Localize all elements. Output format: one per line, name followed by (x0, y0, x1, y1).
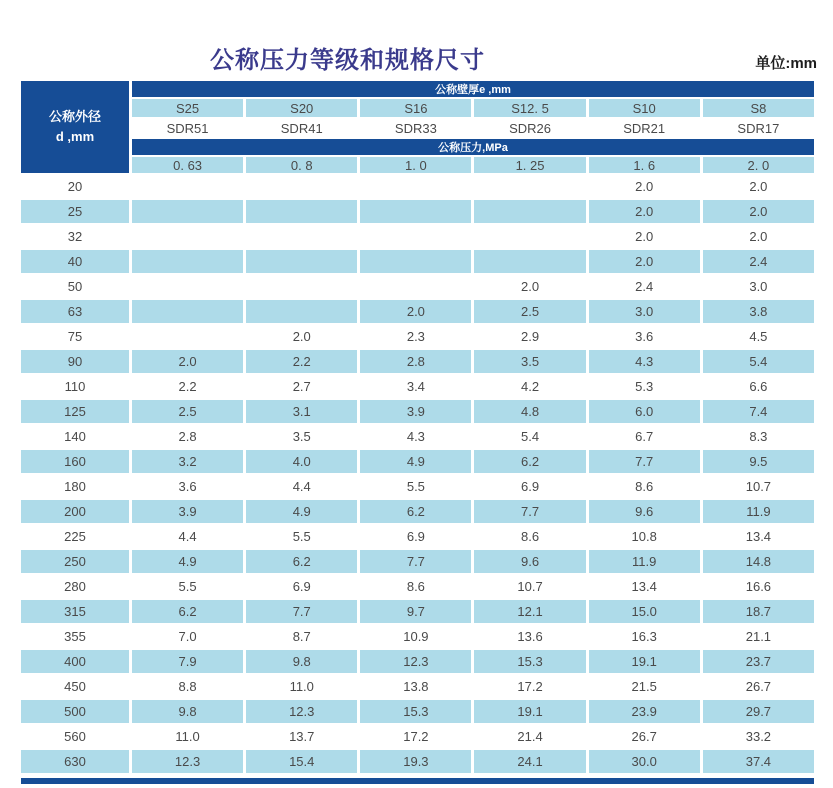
thickness-value-cell: 5.4 (703, 350, 814, 373)
thickness-value-cell: 7.4 (703, 400, 814, 423)
thickness-value-cell: 4.4 (246, 475, 357, 498)
thickness-value-cell: 10.8 (589, 525, 700, 548)
table-row (21, 525, 814, 548)
thickness-value-cell: 2.0 (589, 225, 700, 248)
thickness-value-cell: 2.0 (703, 200, 814, 223)
thickness-value-cell: 6.9 (360, 525, 471, 548)
table-row (21, 350, 814, 373)
pressure-value-cell: 1. 25 (474, 157, 585, 173)
spec-table (18, 79, 817, 775)
sdr-series-cell: SDR17 (703, 119, 814, 137)
thickness-value-cell: 8.6 (589, 475, 700, 498)
thickness-value-cell: 10.7 (474, 575, 585, 598)
thickness-value-cell: 2.0 (246, 325, 357, 348)
diameter-cell: 32 (21, 225, 129, 248)
thickness-value-cell: 9.5 (703, 450, 814, 473)
thickness-value-cell: 6.6 (703, 375, 814, 398)
thickness-value-cell: 3.5 (246, 425, 357, 448)
thickness-value-cell: 4.2 (474, 375, 585, 398)
thickness-value-cell: 23.9 (589, 700, 700, 723)
thickness-value-cell (132, 275, 243, 298)
diameter-cell: 160 (21, 450, 129, 473)
table-row (21, 200, 814, 223)
diameter-cell: 630 (21, 750, 129, 773)
thickness-value-cell: 10.9 (360, 625, 471, 648)
diameter-cell: 560 (21, 725, 129, 748)
thickness-value-cell: 5.3 (589, 375, 700, 398)
diameter-cell: 40 (21, 250, 129, 273)
diameter-cell: 200 (21, 500, 129, 523)
s-series-row (21, 99, 814, 117)
table-row (21, 550, 814, 573)
thickness-value-cell (474, 175, 585, 198)
table-row (21, 175, 814, 198)
thickness-value-cell: 6.9 (474, 475, 585, 498)
thickness-value-cell: 17.2 (474, 675, 585, 698)
thickness-value-cell: 3.6 (132, 475, 243, 498)
thickness-value-cell: 11.9 (589, 550, 700, 573)
diameter-cell: 400 (21, 650, 129, 673)
diameter-cell: 125 (21, 400, 129, 423)
thickness-value-cell: 19.3 (360, 750, 471, 773)
thickness-value-cell: 8.6 (474, 525, 585, 548)
thickness-value-cell: 4.5 (703, 325, 814, 348)
thickness-value-cell: 2.7 (246, 375, 357, 398)
thickness-value-cell (132, 300, 243, 323)
diameter-cell: 280 (21, 575, 129, 598)
thickness-value-cell: 2.2 (246, 350, 357, 373)
outer-diameter-header (21, 81, 129, 173)
thickness-value-cell: 21.5 (589, 675, 700, 698)
table-row (21, 600, 814, 623)
thickness-value-cell (360, 175, 471, 198)
thickness-value-cell: 37.4 (703, 750, 814, 773)
thickness-value-cell (132, 225, 243, 248)
thickness-value-cell: 3.8 (703, 300, 814, 323)
s-series-cell: S12. 5 (474, 99, 585, 117)
outer-diameter-label-line2: d ,mm (55, 129, 95, 144)
thickness-value-cell: 14.8 (703, 550, 814, 573)
thickness-value-cell (474, 225, 585, 248)
thickness-value-cell: 3.9 (360, 400, 471, 423)
thickness-value-cell (246, 200, 357, 223)
thickness-value-cell: 11.0 (246, 675, 357, 698)
thickness-value-cell: 10.7 (703, 475, 814, 498)
table-row (21, 275, 814, 298)
diameter-cell: 500 (21, 700, 129, 723)
thickness-value-cell: 11.0 (132, 725, 243, 748)
thickness-value-cell: 7.7 (589, 450, 700, 473)
thickness-value-cell (246, 275, 357, 298)
thickness-value-cell: 4.3 (360, 425, 471, 448)
thickness-value-cell: 15.3 (474, 650, 585, 673)
thickness-value-cell: 13.8 (360, 675, 471, 698)
diameter-cell: 225 (21, 525, 129, 548)
thickness-value-cell: 33.2 (703, 725, 814, 748)
thickness-value-cell: 4.9 (360, 450, 471, 473)
diameter-cell: 140 (21, 425, 129, 448)
table-row (21, 725, 814, 748)
diameter-cell: 25 (21, 200, 129, 223)
thickness-value-cell: 15.3 (360, 700, 471, 723)
thickness-value-cell: 8.7 (246, 625, 357, 648)
table-row (21, 700, 814, 723)
table-row (21, 425, 814, 448)
thickness-value-cell: 8.6 (360, 575, 471, 598)
s-series-cell: S8 (703, 99, 814, 117)
thickness-value-cell (360, 200, 471, 223)
thickness-value-cell: 19.1 (474, 700, 585, 723)
thickness-value-cell: 3.9 (132, 500, 243, 523)
diameter-cell: 315 (21, 600, 129, 623)
thickness-value-cell (246, 175, 357, 198)
s-series-cell: S10 (589, 99, 700, 117)
table-row (21, 750, 814, 773)
thickness-value-cell: 15.0 (589, 600, 700, 623)
table-row (21, 225, 814, 248)
thickness-value-cell: 2.0 (703, 175, 814, 198)
thickness-value-cell: 13.6 (474, 625, 585, 648)
diameter-cell: 450 (21, 675, 129, 698)
thickness-value-cell: 9.6 (589, 500, 700, 523)
thickness-value-cell: 2.0 (589, 200, 700, 223)
thickness-value-cell: 16.3 (589, 625, 700, 648)
thickness-value-cell (360, 275, 471, 298)
thickness-value-cell: 6.2 (360, 500, 471, 523)
thickness-value-cell: 23.7 (703, 650, 814, 673)
thickness-value-cell: 2.8 (132, 425, 243, 448)
thickness-value-cell: 2.0 (589, 250, 700, 273)
thickness-value-cell (360, 225, 471, 248)
table-row (21, 675, 814, 698)
thickness-value-cell: 4.8 (474, 400, 585, 423)
thickness-value-cell: 3.2 (132, 450, 243, 473)
pressure-value-cell: 2. 0 (703, 157, 814, 173)
thickness-value-cell: 7.9 (132, 650, 243, 673)
thickness-value-cell: 2.5 (132, 400, 243, 423)
thickness-value-cell (246, 250, 357, 273)
thickness-value-cell: 24.1 (474, 750, 585, 773)
table-row (21, 250, 814, 273)
thickness-value-cell: 8.8 (132, 675, 243, 698)
diameter-cell: 180 (21, 475, 129, 498)
thickness-value-cell: 13.4 (703, 525, 814, 548)
thickness-value-cell: 13.7 (246, 725, 357, 748)
thickness-value-cell (132, 250, 243, 273)
thickness-value-cell: 2.9 (474, 325, 585, 348)
thickness-value-cell: 9.8 (246, 650, 357, 673)
thickness-value-cell: 9.7 (360, 600, 471, 623)
thickness-value-cell: 3.6 (589, 325, 700, 348)
table-row (21, 475, 814, 498)
thickness-value-cell: 2.3 (360, 325, 471, 348)
thickness-value-cell: 9.6 (474, 550, 585, 573)
thickness-value-cell: 5.5 (132, 575, 243, 598)
thickness-value-cell: 2.5 (474, 300, 585, 323)
thickness-value-cell: 26.7 (703, 675, 814, 698)
table-row (21, 450, 814, 473)
pressure-value-cell: 0. 8 (246, 157, 357, 173)
s-series-cell: S20 (246, 99, 357, 117)
thickness-value-cell: 6.2 (474, 450, 585, 473)
thickness-value-cell: 16.6 (703, 575, 814, 598)
thickness-value-cell: 30.0 (589, 750, 700, 773)
thickness-value-cell: 12.3 (360, 650, 471, 673)
sdr-series-cell: SDR26 (474, 119, 585, 137)
thickness-value-cell: 3.1 (246, 400, 357, 423)
table-header (21, 81, 814, 173)
thickness-value-cell: 3.0 (703, 275, 814, 298)
pressure-value-cell: 1. 0 (360, 157, 471, 173)
table-row (21, 575, 814, 598)
thickness-value-cell (360, 250, 471, 273)
thickness-value-cell (246, 300, 357, 323)
thickness-value-cell: 18.7 (703, 600, 814, 623)
diameter-cell: 63 (21, 300, 129, 323)
pressure-header: 公称压力,MPa (132, 139, 814, 155)
thickness-value-cell: 2.4 (589, 275, 700, 298)
sdr-series-cell: SDR41 (246, 119, 357, 137)
thickness-value-cell: 29.7 (703, 700, 814, 723)
thickness-value-cell: 21.1 (703, 625, 814, 648)
thickness-value-cell (246, 225, 357, 248)
pressure-header-row (21, 139, 814, 155)
thickness-value-cell (132, 200, 243, 223)
thickness-value-cell: 2.0 (474, 275, 585, 298)
thickness-value-cell: 2.0 (360, 300, 471, 323)
thickness-value-cell: 8.3 (703, 425, 814, 448)
thickness-value-cell (132, 325, 243, 348)
thickness-value-cell: 4.4 (132, 525, 243, 548)
table-row (21, 400, 814, 423)
thickness-value-cell: 3.4 (360, 375, 471, 398)
page-title: 公称压力等级和规格尺寸 (210, 47, 485, 74)
thickness-value-cell: 4.3 (589, 350, 700, 373)
thickness-value-cell: 4.0 (246, 450, 357, 473)
thickness-value-cell: 12.1 (474, 600, 585, 623)
thickness-value-cell: 5.5 (246, 525, 357, 548)
table-row (21, 650, 814, 673)
s-series-cell: S25 (132, 99, 243, 117)
diameter-cell: 355 (21, 625, 129, 648)
thickness-value-cell: 6.0 (589, 400, 700, 423)
diameter-cell: 20 (21, 175, 129, 198)
thickness-value-cell: 21.4 (474, 725, 585, 748)
thickness-value-cell: 7.7 (474, 500, 585, 523)
thickness-value-cell (474, 200, 585, 223)
thickness-value-cell: 13.4 (589, 575, 700, 598)
thickness-value-cell: 15.4 (246, 750, 357, 773)
thickness-value-cell: 3.5 (474, 350, 585, 373)
thickness-value-cell: 12.3 (132, 750, 243, 773)
diameter-cell: 50 (21, 275, 129, 298)
thickness-value-cell (132, 175, 243, 198)
thickness-value-cell: 17.2 (360, 725, 471, 748)
thickness-value-cell: 19.1 (589, 650, 700, 673)
thickness-value-cell: 7.7 (246, 600, 357, 623)
thickness-value-cell: 2.0 (132, 350, 243, 373)
diameter-cell: 250 (21, 550, 129, 573)
header-top-row (21, 81, 814, 97)
thickness-value-cell: 2.8 (360, 350, 471, 373)
thickness-value-cell: 2.0 (589, 175, 700, 198)
thickness-value-cell: 9.8 (132, 700, 243, 723)
table-row (21, 500, 814, 523)
thickness-value-cell: 6.7 (589, 425, 700, 448)
diameter-cell: 90 (21, 350, 129, 373)
sdr-series-row (21, 119, 814, 137)
wall-thickness-header: 公称壁厚e ,mm (132, 81, 814, 97)
thickness-value-cell: 7.7 (360, 550, 471, 573)
pressure-value-cell: 0. 63 (132, 157, 243, 173)
thickness-value-cell: 5.5 (360, 475, 471, 498)
thickness-value-cell: 5.4 (474, 425, 585, 448)
pressure-value-cell: 1. 6 (589, 157, 700, 173)
bottom-accent-bar (21, 778, 814, 784)
pressure-values-row (21, 157, 814, 173)
unit-label: 单位:mm (755, 55, 817, 72)
table-row (21, 300, 814, 323)
thickness-value-cell (474, 250, 585, 273)
s-series-cell: S16 (360, 99, 471, 117)
thickness-value-cell: 6.2 (246, 550, 357, 573)
table-row (21, 375, 814, 398)
thickness-value-cell: 2.0 (703, 225, 814, 248)
thickness-value-cell: 6.2 (132, 600, 243, 623)
thickness-value-cell: 4.9 (246, 500, 357, 523)
thickness-value-cell: 7.0 (132, 625, 243, 648)
thickness-value-cell: 4.9 (132, 550, 243, 573)
table-row (21, 325, 814, 348)
thickness-value-cell: 12.3 (246, 700, 357, 723)
thickness-value-cell: 2.4 (703, 250, 814, 273)
thickness-value-cell: 3.0 (589, 300, 700, 323)
table-body (21, 175, 814, 773)
thickness-value-cell: 6.9 (246, 575, 357, 598)
sdr-series-cell: SDR51 (132, 119, 243, 137)
sdr-series-cell: SDR33 (360, 119, 471, 137)
diameter-cell: 75 (21, 325, 129, 348)
table-row (21, 625, 814, 648)
sdr-series-cell: SDR21 (589, 119, 700, 137)
spec-table-container (18, 79, 817, 784)
thickness-value-cell: 2.2 (132, 375, 243, 398)
thickness-value-cell: 26.7 (589, 725, 700, 748)
diameter-cell: 110 (21, 375, 129, 398)
outer-diameter-label-line1: 公称外径 (48, 108, 101, 124)
thickness-value-cell: 11.9 (703, 500, 814, 523)
